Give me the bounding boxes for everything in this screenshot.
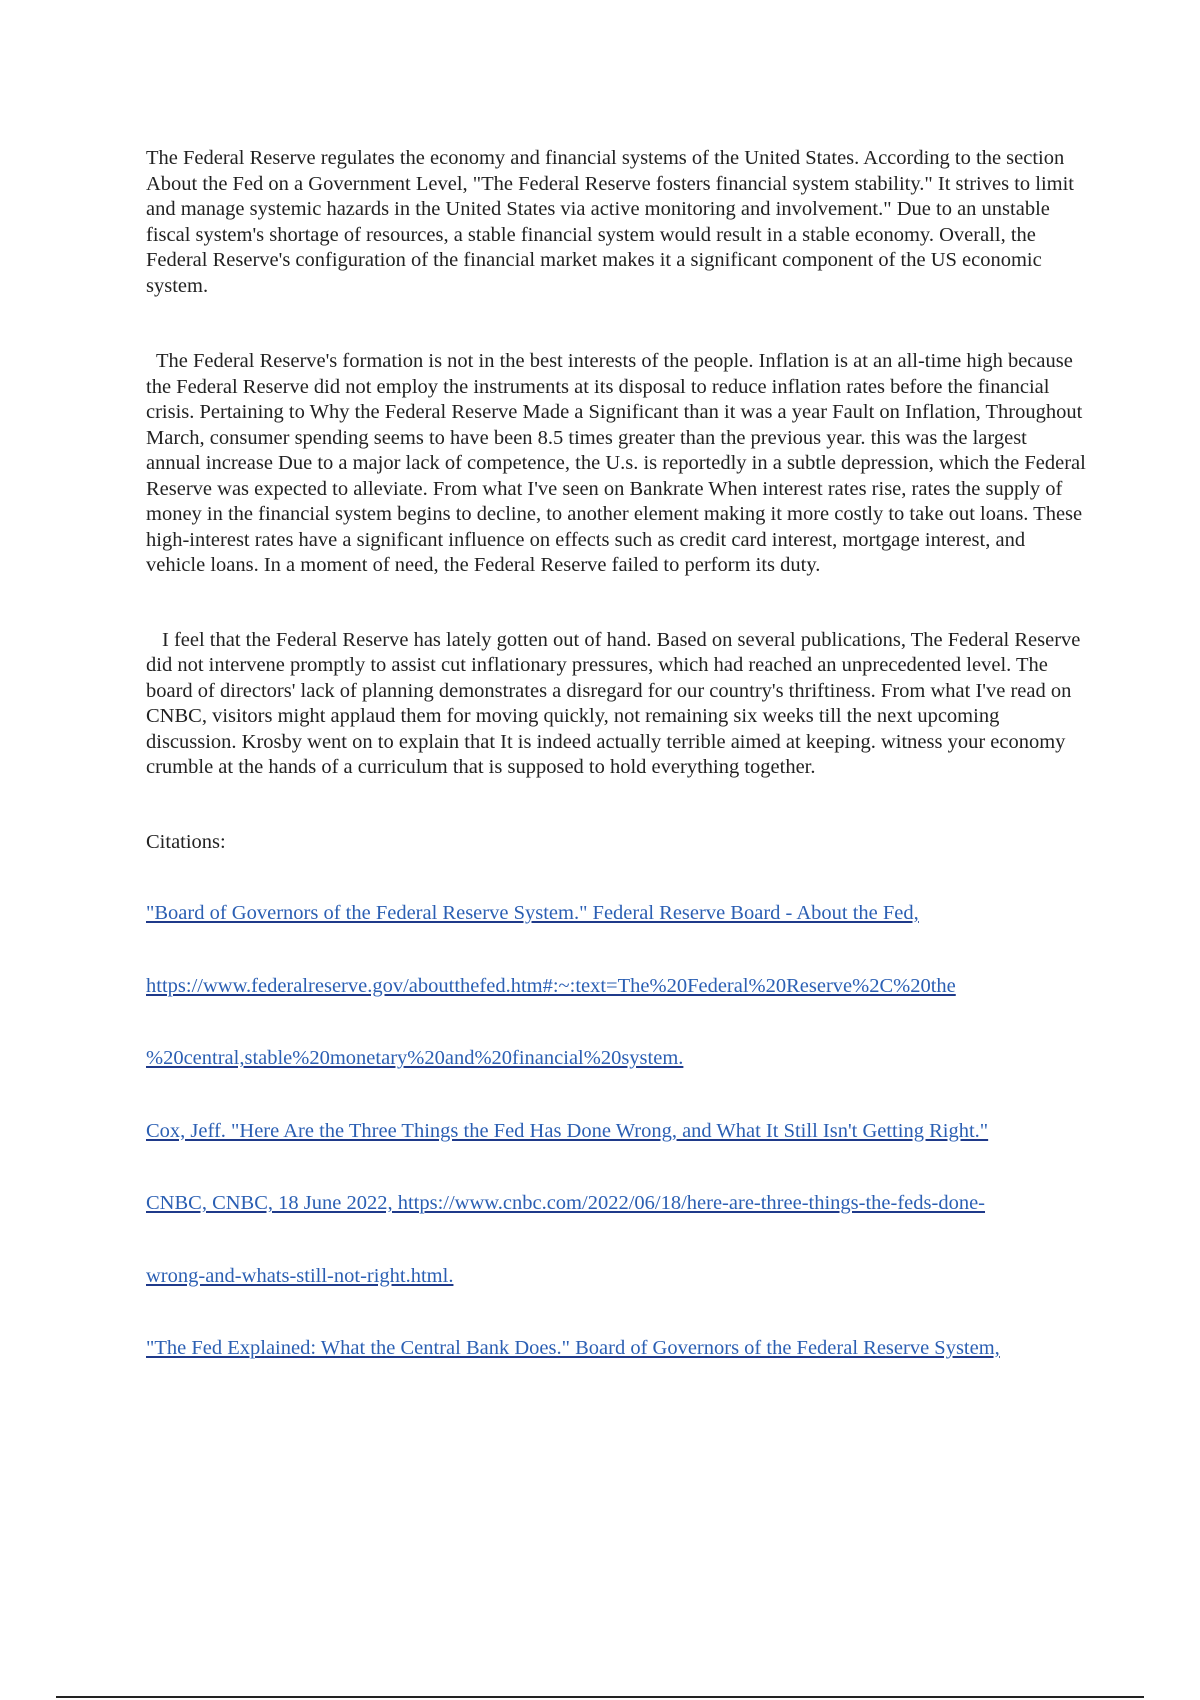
- citation-link-line-1[interactable]: "Board of Governors of the Federal Reserve System." Federal Reserve Board - About the Fed,: [146, 902, 919, 924]
- citations-heading: Citations:: [146, 830, 226, 853]
- paragraph-2: The Federal Reserve's formation is not in the best interests of the people. Inflation is at an all-time high because the Federal Reserve did not employ the instruments at its disposal to reduce inflation rates before the financial crisis. Pertaining to Why the Federal Reserve Made a Significant than it was a year Fault on Inflation, Throughout March, consumer spending seems to have been 8.5 times greater than the previous year. this was the largest annual increase Due to a major lack of competence, the U.s. is reportedly in a subtle depression, which the Federal Reserve was expected to alleviate. From what I've seen on Bankrate When interest rates rise, rates the supply of money in the financial system begins to decline, to another element making it more costly to take out loans. These high-interest rates have a significant influence on effects such as credit card interest, mortgage interest, and vehicle loans. In a moment of need, the Federal Reserve failed to perform its duty.: [146, 350, 1086, 576]
- citation-link-line-6[interactable]: wrong-and-whats-still-not-right.html.: [146, 1264, 454, 1287]
- page-bottom-divider: [56, 1696, 1144, 1698]
- citation-link-line-3[interactable]: %20central,stable%20monetary%20and%20financial%20system.: [146, 1047, 684, 1069]
- citation-link-line-5[interactable]: CNBC, CNBC, 18 June 2022, https://www.cnbc.com/2022/06/18/here-are-three-things-the-feds-done-: [146, 1192, 986, 1214]
- citation-link-line-4[interactable]: Cox, Jeff. "Here Are the Three Things the Fed Has Done Wrong, and What It Still Isn't Getting Right.": [146, 1119, 989, 1142]
- document-body: [146, 146, 1086, 1409]
- paragraph-3: I feel that the Federal Reserve has lately gotten out of hand. Based on several publications, The Federal Reserve did not intervene promptly to assist cut inflationary pressures, which had reached an unprecedented level. The board of directors' lack of planning demonstrates a disregard for our country's thriftiness. From what I've read on CNBC, visitors might applaud them for moving quickly, not remaining six weeks till the next upcoming discussion. Krosby went on to explain that It is indeed actually terrible aimed at keeping. witness your economy crumble at the hands of a curriculum that is supposed to hold everything together.: [146, 628, 1081, 778]
- citation-link-line-7[interactable]: "The Fed Explained: What the Central Bank Does." Board of Governors of the Federal Reserve System,: [146, 1337, 1000, 1359]
- paragraph-1: The Federal Reserve regulates the economy and financial systems of the United States. According to the section About the Fed on a Government Level, "The Federal Reserve fosters financial system stability." It strives to limit and manage systemic hazards in the United States via active monitoring and involvement." Due to an unstable fiscal system's shortage of resources, a stable financial system would result in a stable economy. Overall, the Federal Reserve's configuration of the financial market makes it a significant component of the US economic system.: [146, 147, 1075, 297]
- citations-list: [146, 901, 1086, 1362]
- citation-link-line-2[interactable]: https://www.federalreserve.gov/aboutthefed.htm#:~:text=The%20Federal%20Reserve%2C%20the: [146, 974, 956, 997]
